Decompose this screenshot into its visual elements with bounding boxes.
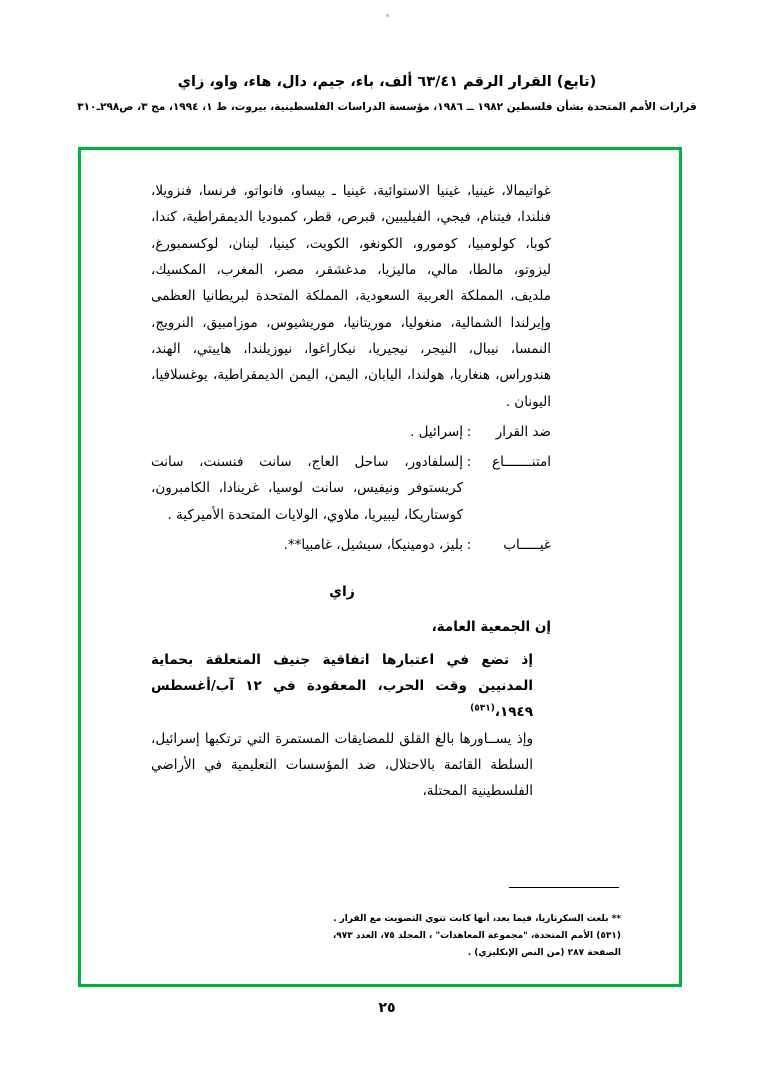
vote-label-absent: غيـــــاب — [503, 537, 551, 554]
vote-value-against: إسرائيل . — [410, 423, 463, 440]
page-speck — [386, 14, 389, 17]
vote-row-against — [151, 419, 551, 445]
footnote-2: (٥٣١) الأمم المتحدة، "مجموعة المعاهدات" ، المجلد ٧٥، العدد ٩٧٣، — [332, 930, 621, 941]
vote-value-absent: بليز، دومينيكا، سيشيل، غامبيا**. — [283, 537, 463, 554]
resolution-opening: إن الجمعية العامة، — [431, 619, 551, 636]
vote-row-absent — [151, 532, 551, 558]
resolution-body — [151, 614, 551, 804]
page-source-citation: قرارات الأمم المتحدة بشأن فلسطين ١٩٨٢ ــ ١٩٨٦، مؤسسة الدراسات الفلسطينية، بيروت، ط ١، ١٩٩٤، مج ٣، ص٢٩٨ـ٣١٠ — [77, 100, 697, 113]
vote-row-abstain — [151, 449, 551, 528]
vote-value-abstain: إلسلفادور، ساحل العاج، سانت فنسنت، سانت كريستوفر ونيفيس، سانت لوسيا، غرينادا، الكامبرون، كوستاريكا، ليبيريا، ملاوي، الولايات المتحدة الأميركية . — [151, 454, 463, 523]
page-number: ٢٥ — [378, 1000, 396, 1016]
vote-colon-abstain: : — [466, 454, 472, 471]
footnote-1: ** بلغت السكرتاريا، فيما بعد، أنها كانت تنوي التصويت مع القرار . — [333, 913, 621, 924]
page-title: (تابع) القرار الرقم ٦٣/٤١ ألف، باء، جيم، دال، هاء، واو، زاي — [177, 74, 597, 90]
page-header — [0, 72, 774, 116]
footnote-ref-531: (٥٣١) — [470, 703, 495, 714]
vote-colon-absent: : — [466, 537, 472, 554]
footnotes-block — [141, 911, 621, 962]
section-letter-heading: زاي — [329, 584, 355, 601]
vote-label-abstain: امتنـــــــاع — [492, 454, 551, 471]
preamble-1-text: إذ تضع في اعتبارها اتفاقية جنيف المتعلقة بحماية المدنيين وقت الحرب، المعقودة في ١٢ آب/أغسطس ١٩٤٩، — [151, 651, 533, 721]
vote-colon-against: : — [466, 423, 472, 440]
resolution-preamble-2: وإذ يســاورها بالغ القلق للمضايقات المستمرة التي ترتكبها إسرائيل، السلطة القائمة بالاحتلال، ضد المؤسسات التعليمية في الأراضي الفلسطينية المحتلة، — [151, 730, 533, 800]
footnote-3: الصفحة ٢٨٧ (من النص الإنكليزي) . — [467, 947, 621, 958]
footnote-separator — [509, 887, 619, 888]
countries-voting-list: غواتيمالا، غينيا، غينيا الاستوائية، غينيا ـ بيساو، فانواتو، فرنسا، فنزويلا، فنلندا، فيتنام، فيجي، الفيليبين، قبرص، قطر، كمبوديا الديمقراطية، كندا، كوبا، كولومبيا، كومورو، الكونغو، الكويت، كينيا، لبنان، لوكسمبورغ، ليزوتو، مالطا، مالي، ماليزيا، مدغشقر، مصر، المغرب، المكسيك، ملديف، المملكة العربية السعودية، المملكة المتحدة لبريطانيا العظمى وإيرلندا الشمالية، منغوليا، موريتانيا، موريشيوس، موزامبيق، النرويج، النمسا، نيبال، النيجر، نيجيريا، نيكاراغوا، نيوزيلندا، هاييتي، الهند، هندوراس، هنغاريا، هولندا، اليابان، اليمن، اليمن الديمقراطية، يوغسلافيا، اليونان . — [151, 183, 551, 410]
resolution-preamble-1 — [151, 647, 551, 726]
document-body — [151, 178, 551, 805]
vote-label-against: ضد القرار — [495, 423, 551, 440]
content-frame — [78, 147, 682, 987]
